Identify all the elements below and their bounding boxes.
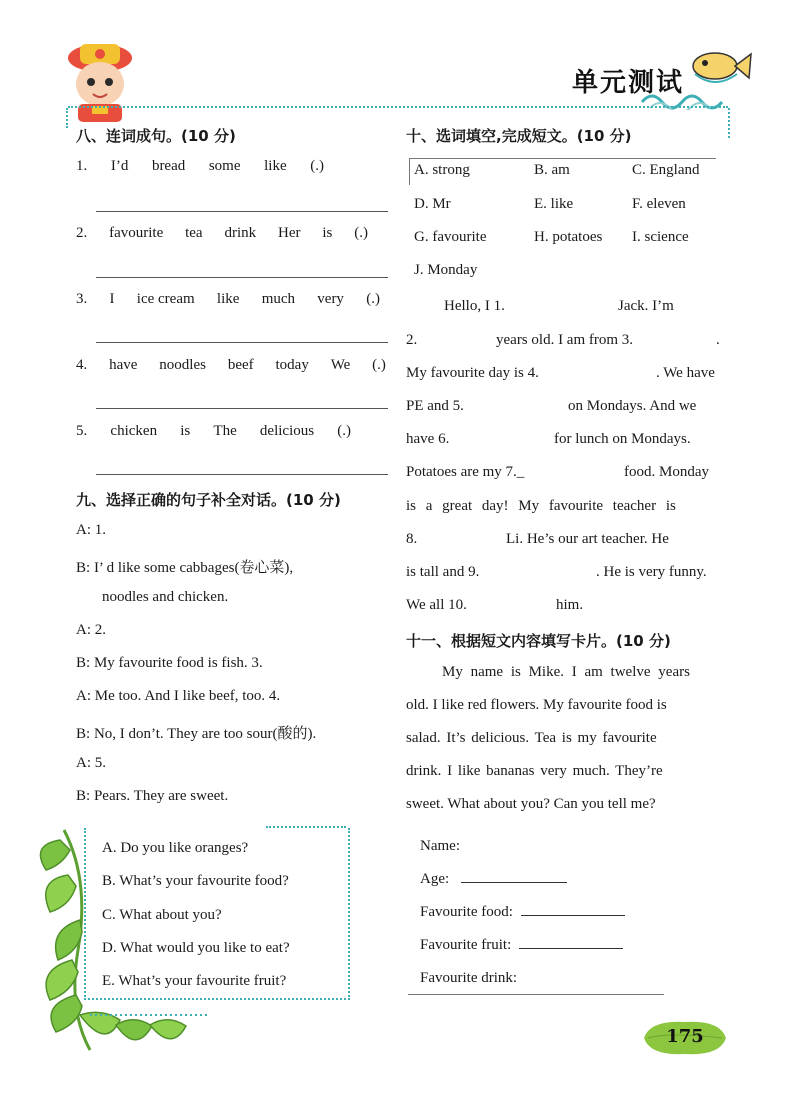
passage-line <box>406 332 417 349</box>
word-option: F. eleven <box>632 196 686 212</box>
word-option: B. am <box>534 162 570 178</box>
word: (.) <box>354 225 368 241</box>
options-box-top-dots <box>266 826 346 828</box>
passage-text: Li. He’s our art teacher. He <box>506 531 669 547</box>
word: The <box>213 423 237 439</box>
field-label: Favourite fruit: <box>420 937 512 953</box>
line-text: My favourite food is fish. 3. <box>93 655 263 671</box>
speaker: B: <box>76 726 91 742</box>
item-number: 2. <box>76 225 88 241</box>
passage-line <box>568 398 696 415</box>
dialogue-line <box>102 589 228 606</box>
speaker: B: <box>76 655 91 671</box>
card-field-fruit <box>420 937 623 954</box>
passage-text: on Mondays. And we <box>568 398 697 414</box>
card-field-food <box>420 904 625 921</box>
dialogue-line <box>76 556 293 577</box>
reorder-item <box>76 423 351 440</box>
passage-line: sweet. What about you? Can you tell me? <box>406 796 656 812</box>
passage-line <box>406 531 417 548</box>
word: is <box>180 423 191 439</box>
answer-line[interactable] <box>96 277 388 278</box>
page-title: 单元测试 <box>572 68 685 98</box>
word-option: G. favourite <box>414 229 487 245</box>
line-text: noodles and chicken. <box>102 589 229 605</box>
word: drink <box>224 225 257 241</box>
line-text: Pears. They are sweet. <box>93 788 229 804</box>
cloze-passage <box>406 298 722 618</box>
answer-line[interactable] <box>96 342 388 343</box>
passage-text: . He is very funny. <box>596 564 707 580</box>
passage-line <box>506 531 669 548</box>
passage-text: 2. <box>406 332 418 348</box>
speaker: B: <box>76 788 91 804</box>
passage-line <box>406 398 464 415</box>
option-item: E. What’s your favourite fruit? <box>102 973 287 989</box>
word: very <box>317 291 344 307</box>
passage-text: him. <box>556 597 584 613</box>
reorder-item <box>76 291 380 308</box>
word-option: J. Monday <box>414 262 478 278</box>
word: favourite <box>109 225 164 241</box>
card-field-name <box>420 838 460 855</box>
word: much <box>261 291 296 307</box>
word: beef <box>227 357 254 373</box>
passage-line <box>444 298 505 315</box>
passage-line <box>624 464 709 481</box>
word: (.) <box>366 291 380 307</box>
speaker: B: <box>76 560 91 576</box>
speaker: A: <box>76 522 91 538</box>
leaf-decoration <box>20 820 210 1055</box>
word: chicken <box>110 423 158 439</box>
page-number: 175 <box>666 1026 704 1047</box>
passage-line <box>618 298 674 315</box>
word-option: D. Mr <box>414 196 451 212</box>
word: (.) <box>337 423 351 439</box>
field-label: Age: <box>420 871 450 887</box>
line-text: 1. <box>94 522 106 538</box>
item-number: 5. <box>76 423 88 439</box>
word: have <box>109 357 138 373</box>
word: like <box>264 158 287 174</box>
word: today <box>275 357 309 373</box>
item-number: 3. <box>76 291 88 307</box>
word: noodles <box>159 357 206 373</box>
dialogue-line <box>76 655 263 672</box>
line-text: 2. <box>94 622 106 638</box>
word: tea <box>185 225 203 241</box>
word: I’d <box>110 158 129 174</box>
passage-text: is tall and 9. <box>406 564 480 580</box>
passage-line: drink. I like bananas very much. They’re <box>406 763 663 779</box>
section-11-heading: 十一、根据短文内容填写卡片。(10 分) <box>406 632 671 650</box>
passage-line <box>716 332 720 349</box>
passage-line <box>406 464 524 481</box>
word-option: E. like <box>534 196 574 212</box>
passage-line <box>556 597 583 614</box>
line-text: Me too. And I like beef, too. 4. <box>94 688 281 704</box>
answer-line[interactable] <box>96 211 388 212</box>
left-dotted-border <box>66 108 68 128</box>
passage-text: . <box>716 332 720 348</box>
passage-line <box>554 431 691 448</box>
word-bank-grid <box>414 162 724 292</box>
passage-line <box>496 332 633 349</box>
option-item: D. What would you like to eat? <box>102 940 290 956</box>
passage-text: Jack. I’m <box>618 298 674 314</box>
passage-text: . We have <box>656 365 715 381</box>
line-text: I’ d like some cabbages(卷心菜), <box>93 560 294 576</box>
answer-line[interactable] <box>96 474 388 475</box>
word-option: A. strong <box>414 162 470 178</box>
right-dotted-border <box>728 108 730 138</box>
word: some <box>208 158 241 174</box>
word: (.) <box>372 357 386 373</box>
age-blank[interactable] <box>461 882 567 883</box>
passage-text: Hello, I 1. <box>444 298 505 314</box>
passage-line <box>406 597 467 614</box>
passage-text: is a great day! My favourite teacher is <box>406 498 676 514</box>
reorder-item <box>76 225 368 242</box>
card-field-drink <box>420 970 517 987</box>
passage-line: salad. It’s delicious. Tea is my favourite <box>406 730 657 746</box>
passage-text: years old. I am from 3. <box>496 332 634 348</box>
item-number: 1. <box>76 158 88 174</box>
line-text: No, I don’t. They are too sour(酸的). <box>93 726 317 742</box>
fish-mascot <box>685 44 755 94</box>
field-label: Name: <box>420 838 460 854</box>
card-field-age <box>420 871 567 888</box>
word: I <box>109 291 115 307</box>
speaker: A: <box>76 622 91 638</box>
word: (.) <box>310 158 324 174</box>
dialogue-line <box>76 755 106 772</box>
word: Her <box>277 225 301 241</box>
dialogue-line <box>76 788 228 805</box>
word: bread <box>151 158 186 174</box>
reorder-item <box>76 158 324 175</box>
passage-line <box>406 564 479 581</box>
passage-text: food. Monday <box>624 464 709 480</box>
dialogue-line <box>76 622 106 639</box>
word: We <box>330 357 351 373</box>
speaker: A: <box>76 755 91 771</box>
passage-text: Potatoes are my 7._ <box>406 464 525 480</box>
dialogue-line <box>76 522 106 539</box>
passage-text: PE and 5. <box>406 398 464 414</box>
passage-text: We all 10. <box>406 597 467 613</box>
passage-line <box>596 564 707 581</box>
option-item: B. What’s your favourite food? <box>102 873 289 889</box>
passage-text: My favourite day is 4. <box>406 365 539 381</box>
dialogue-line <box>76 688 280 705</box>
answer-line[interactable] <box>96 408 388 409</box>
dialogue-line <box>76 722 316 743</box>
line-text: 5. <box>94 755 106 771</box>
passage-line <box>406 431 449 448</box>
info-card <box>408 828 664 995</box>
word-option: I. science <box>632 229 689 245</box>
passage-line: My name is Mike. I am twelve years <box>442 664 690 680</box>
passage-line <box>406 498 676 515</box>
word: ice cream <box>136 291 195 307</box>
word: is <box>322 225 333 241</box>
passage-text: 8. <box>406 531 418 547</box>
word-option: C. England <box>632 162 700 178</box>
section-9-heading: 九、选择正确的句子补全对话。(10 分) <box>76 491 341 509</box>
word-option: H. potatoes <box>534 229 603 245</box>
passage-line <box>656 365 715 382</box>
reorder-list <box>76 0 396 500</box>
item-number: 4. <box>76 357 88 373</box>
reorder-item <box>76 357 386 374</box>
food-blank[interactable] <box>521 915 625 916</box>
option-item: C. What about you? <box>102 907 222 923</box>
passage-line <box>406 365 539 382</box>
passage-line: old. I like red flowers. My favourite food is <box>406 697 667 713</box>
field-label: Favourite drink: <box>420 970 518 986</box>
word: like <box>216 291 240 307</box>
word: delicious <box>259 423 315 439</box>
section-10-heading: 十、选词填空,完成短文。(10 分) <box>406 127 632 145</box>
option-item: A. Do you like oranges? <box>102 840 249 856</box>
passage-text: for lunch on Mondays. <box>554 431 691 447</box>
speaker: A: <box>76 688 91 704</box>
section-8-heading: 八、连词成句。(10 分) <box>76 127 236 145</box>
passage-text: have 6. <box>406 431 450 447</box>
field-label: Favourite food: <box>420 904 513 920</box>
fruit-blank[interactable] <box>519 948 623 949</box>
